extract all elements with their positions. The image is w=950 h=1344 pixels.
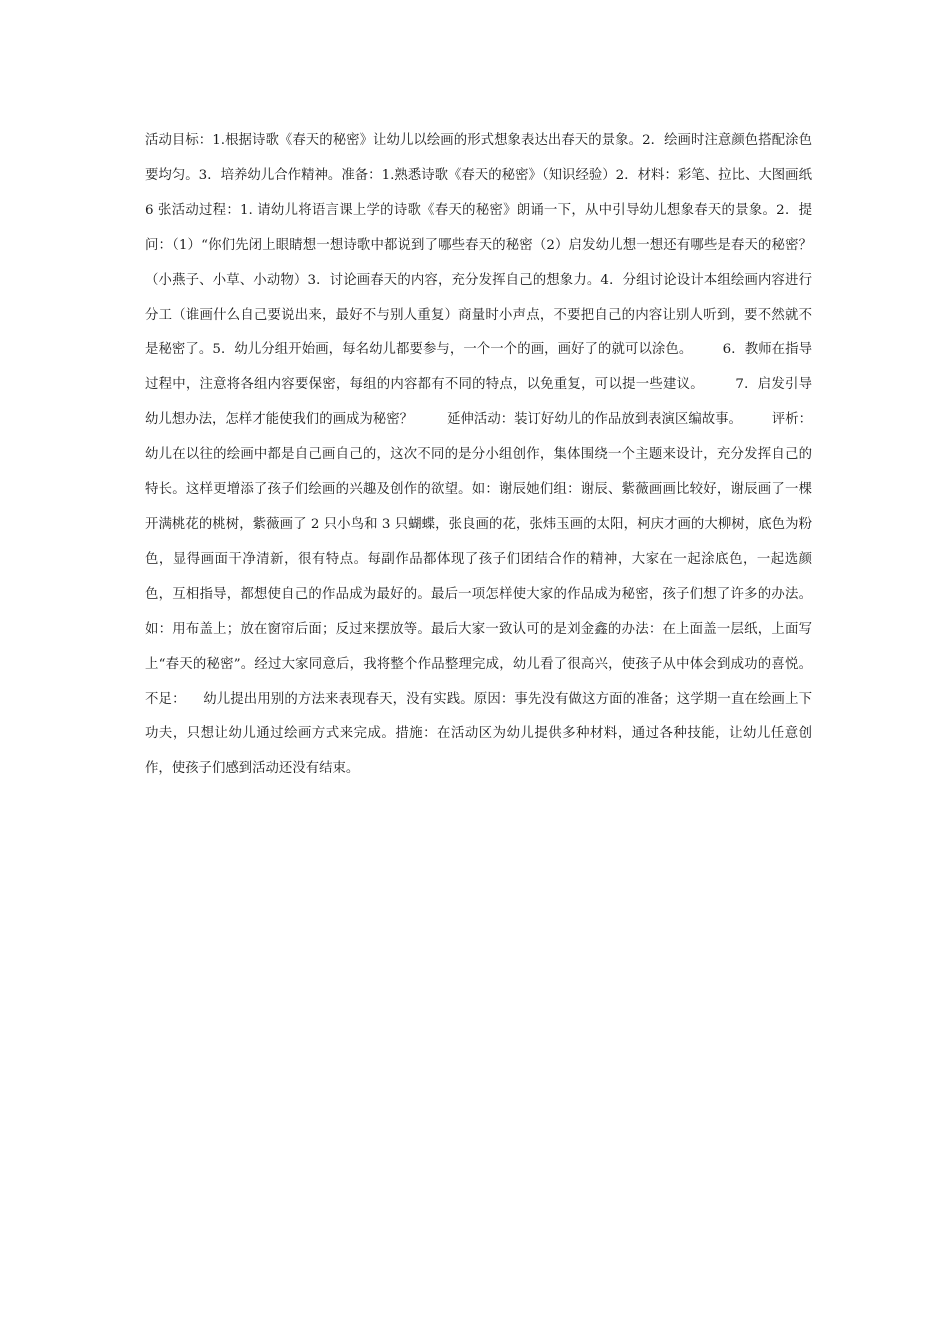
document-body-text: 活动目标：1.根据诗歌《春天的秘密》让幼儿以绘画的形式想象表达出春天的景象。2．绘画时注意颜色搭配涂色要均匀。3．培养幼儿合作精神。准备：1.熟悉诗歌《春天的秘密》（知识经验）2．材料：彩笔、拉比、大图画纸 6 张活动过程：1. 请幼儿将语言课上学的诗歌《春天的秘密》朗诵一下，从中引导幼儿想象春天的景象。2．提问：（1）“你们先闭上眼睛想一想诗歌中都说到了哪些春天的秘密（2）启发幼儿想一想还有哪些是春天的秘密？（小燕子、小草、小动物）3．讨论画春天的内容，充分发挥自己的想象力。4．分组讨论设计本组绘画内容进行分工（谁画什么自己要说出来，最好不与别人重复）商量时小声点，不要把自己的内容让别人听到，要不然就不是秘密了。5．幼儿分组开始画，每名幼儿都要参与，一个一个的画，画好了的就可以涂色。 6．教师在指导过程中，注意将各组内容要保密，每组的内容都有不同的特点，以免重复，可以提一些建议。 7．启发引导幼儿想办法，怎样才能使我们的画成为秘密？ 延伸活动：装订好幼儿的作品放到表演区编故事。 评析：幼儿在以往的绘画中都是自己画自己的，这次不同的是分小组创作，集体围绕一个主题来设计，充分发挥自己的特长。这样更增添了孩子们绘画的兴趣及创作的欲望。如：谢辰她们组：谢辰、紫薇画画比较好，谢辰画了一棵开满桃花的桃树，紫薇画了 2 只小鸟和 3 只蝴蝶，张良画的花，张炜玉画的太阳，柯庆才画的大柳树，底色为粉色，显得画面干净清新，很有特点。每副作品都体现了孩子们团结合作的精神，大家在一起涂底色，一起选颜色，互相指导，都想使自己的作品成为最好的。最后一项怎样使大家的作品成为秘密，孩子们想了许多的办法。如：用布盖上；放在窗帘后面；反过来摆放等。最后大家一致认可的是刘金鑫的办法：在上面盖一层纸，上面写上“春天的秘密”。经过大家同意后，我将整个作品整理完成，幼儿看了很高兴，使孩子从中体会到成功的喜悦。不足： 幼儿提出用别的方法来表现春天，没有实践。原因：事先没有做这方面的准备；这学期一直在绘画上下功夫，只想让幼儿通过绘画方式来完成。措施：在活动区为幼儿提供多种材料，通过各种技能，让幼儿任意创作，使孩子们感到活动还没有结束。 xyxy=(145,133,817,777)
